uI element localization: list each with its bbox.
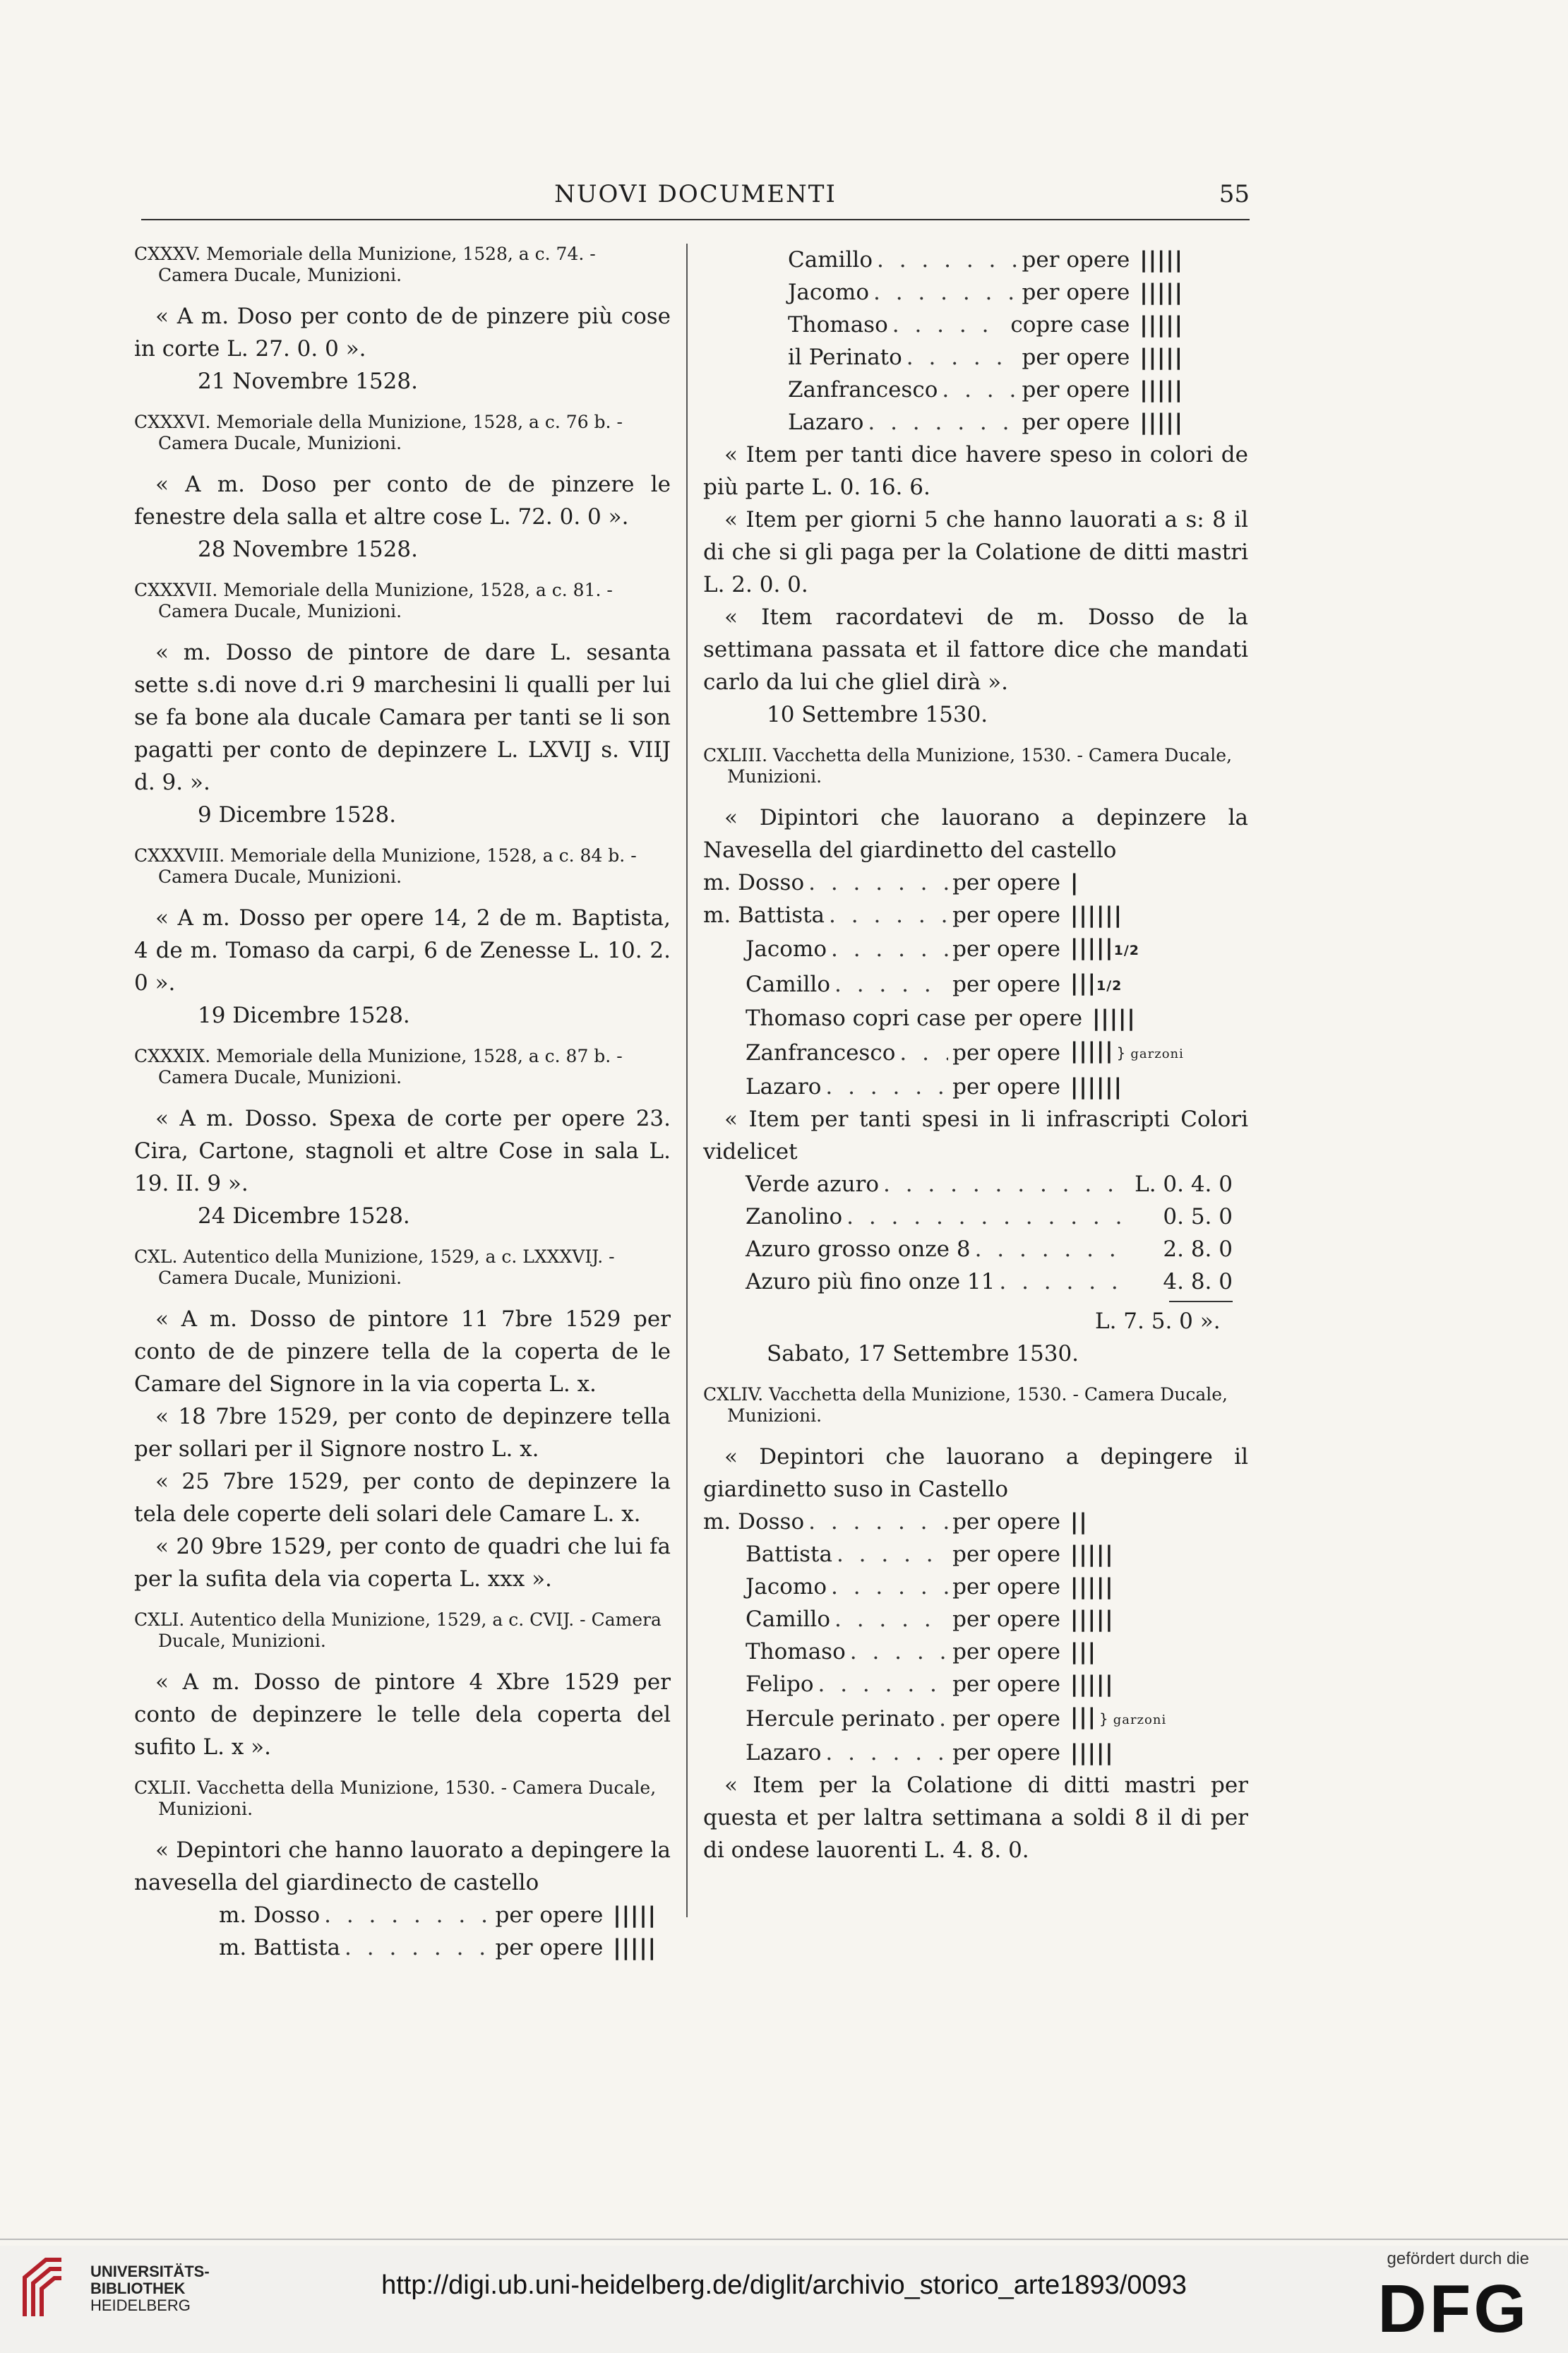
worker-action: per opere <box>952 1574 1060 1600</box>
worker-row <box>703 899 1162 931</box>
entry-date: Sabato, 17 Settembre 1530. <box>767 1341 1079 1366</box>
entry-text: « Item per tanti spesi in li infrascripti Colori videlicet <box>703 1107 1248 1164</box>
colori-list <box>703 1168 1248 1338</box>
dot-leader <box>829 899 948 931</box>
tally-marks: |||||1/2 <box>1070 935 1140 960</box>
dot-leader <box>324 1899 491 1931</box>
fraction-half: 1/2 <box>1096 978 1123 994</box>
dot-leader <box>846 1201 1130 1233</box>
dot-leader <box>899 1037 948 1069</box>
tally-marks: |||1/2 <box>1070 970 1123 996</box>
worker-action: per opere <box>1022 345 1130 370</box>
tally-marks: ||||| <box>613 1902 657 1928</box>
entry-text: « Item racordatevi de m. Dosso de la settimana passata et il fattore dice che mandati carlo da lui che gliel dirà ». <box>703 604 1248 695</box>
worker-action: per opere <box>1022 247 1130 273</box>
worker-name: Felipo <box>746 1672 814 1697</box>
entry-text: « Item per giorni 5 che hanno lauorati a s: 8 il di che si gli paga per la Colatione de ditti mastri L. 2. 0. 0. <box>703 507 1248 597</box>
entry-text: « A m. Dosso de pintore 11 7bre 1529 per conto de de pinzere tella de la coperta de le Camare del Signore in la via coperta L. x. <box>134 1306 671 1397</box>
total-rule <box>1169 1301 1233 1302</box>
tally-marks: ||||| <box>613 1935 657 1960</box>
dot-leader <box>808 1506 948 1538</box>
dot-leader <box>818 1668 949 1700</box>
entry-text: « 18 7bre 1529, per conto de depinzere tella per sollari per il Signore nostro L. x. <box>134 1404 671 1462</box>
dfg-logo: DFG <box>1377 2271 1529 2347</box>
column-divider <box>686 244 688 1917</box>
tally-marks: |||||| <box>1070 903 1123 928</box>
worker-name: il Perinato <box>788 345 902 370</box>
garzoni-note: garzoni <box>1130 1047 1184 1061</box>
entry-heading: CXL. Autentico della Munizione, 1529, a c. LXXXVIJ. - Camera Ducale, Munizioni. <box>134 1246 615 1288</box>
tally-marks: | <box>1070 870 1079 895</box>
entry-text: « Dipintori che lauorano a depinzere la Navesella del giardinetto del castello <box>703 805 1248 863</box>
worker-name: Lazaro <box>746 1074 822 1100</box>
library-name-line: BIBLIOTHEK <box>90 2280 186 2297</box>
worker-action: per opere <box>495 1902 604 1928</box>
entry-heading: CXXXV. Memoriale della Munizione, 1528, a c. 74. - Camera Ducale, Munizioni. <box>134 244 596 285</box>
tally-marks: ||||| <box>1070 1607 1114 1632</box>
entry-date: 28 Novembre 1528. <box>198 537 418 562</box>
worker-row <box>703 866 1162 899</box>
worker-action: per opere <box>952 1740 1060 1765</box>
tally-marks: ||||| <box>1139 247 1183 273</box>
worker-action: per opere <box>952 1509 1060 1535</box>
worker-list <box>703 1506 1167 1769</box>
tally-marks: || <box>1070 1509 1088 1535</box>
dfg-caption: gefördert durch die <box>1387 2249 1529 2268</box>
tally-marks: ||| <box>1070 1639 1096 1664</box>
worker-row <box>788 406 1183 439</box>
page-number: 55 <box>1219 180 1250 208</box>
colori-name: Zanolino <box>746 1204 843 1229</box>
entry-text: « A m. Doso per conto de de pinzere le fenestre dela salla et altre cose L. 72. 0. 0 ». <box>134 472 671 530</box>
worker-action: per opere <box>974 1006 1083 1031</box>
worker-row <box>788 309 1183 341</box>
worker-row <box>788 374 1183 406</box>
worker-name: Jacomo <box>788 280 869 305</box>
worker-name: m. Dosso <box>219 1902 321 1928</box>
worker-row <box>703 967 1162 1002</box>
colori-name: Azuro grosso onze 8 <box>746 1237 971 1262</box>
entry-text: « A m. Dosso. Spexa de corte per opere 23. Cira, Cartone, stagnoli et altre Cose in sala L. 19. II. 9 ». <box>134 1106 671 1196</box>
entry-heading: CXXXVI. Memoriale della Munizione, 1528, a c. 76 b. - Camera Ducale, Munizioni. <box>134 412 623 453</box>
worker-name: Camillo <box>788 247 873 273</box>
worker-action: per opere <box>952 1542 1060 1567</box>
entry-heading: CXXXVII. Memoriale della Munizione, 1528, a c. 81. - Camera Ducale, Munizioni. <box>134 580 613 621</box>
dot-leader <box>868 406 1017 439</box>
worker-row <box>788 244 1183 276</box>
worker-name: Thomaso <box>746 1639 846 1664</box>
worker-list <box>703 866 1184 1103</box>
dot-leader <box>825 1071 948 1103</box>
worker-name: Camillo <box>746 1607 831 1632</box>
source-url-link[interactable]: http://digi.ub.uni-heidelberg.de/diglit/archivio_storico_arte1893/0093 <box>381 2270 1187 2300</box>
tally-marks: ||||| <box>1070 1672 1114 1697</box>
worker-action: per opere <box>952 1672 1060 1697</box>
colori-amount: 0. 5. 0 <box>1163 1204 1233 1229</box>
garzoni-note: garzoni <box>1113 1712 1167 1727</box>
worker-row <box>703 1700 1167 1737</box>
worker-action: per opere <box>1022 280 1130 305</box>
tally-marks: ||| } garzoni <box>1070 1704 1167 1729</box>
worker-name: Jacomo <box>746 936 827 962</box>
worker-list <box>788 244 1183 439</box>
dot-leader <box>834 968 948 1001</box>
worker-action: per opere <box>952 936 1060 962</box>
worker-name: Thomaso copri case <box>746 1006 966 1031</box>
worker-name: Camillo <box>746 972 831 997</box>
worker-list <box>219 1899 657 1964</box>
worker-row <box>703 1668 1162 1700</box>
dot-leader <box>831 933 948 965</box>
colori-name: Azuro più fino onze 11 <box>746 1269 995 1294</box>
entry-text: « A m. Dosso de pintore 4 Xbre 1529 per conto de depinzere le telle dela coperta del sufito L. x ». <box>134 1669 671 1760</box>
worker-row <box>219 1931 657 1964</box>
dot-leader <box>345 1931 491 1964</box>
entry-text: « Depintori che hanno lauorato a depingere la navesella del giardinecto de castello <box>134 1837 671 1895</box>
entry-heading: CXLIV. Vacchetta della Munizione, 1530. - Camera Ducale, Munizioni. <box>703 1384 1228 1426</box>
worker-row <box>703 931 1162 967</box>
worker-action: per opere <box>952 1040 1060 1066</box>
worker-name: Thomaso <box>788 312 888 338</box>
colori-amount: L. 0. 4. 0 <box>1135 1172 1233 1197</box>
colori-amount: 4. 8. 0 <box>1163 1269 1233 1294</box>
worker-row <box>703 1538 1162 1571</box>
worker-row <box>219 1899 657 1931</box>
tally-marks: ||||| <box>1139 345 1183 370</box>
entry-heading: CXLI. Autentico della Munizione, 1529, a c. CVIJ. - Camera Ducale, Munizioni. <box>134 1609 662 1651</box>
dot-leader <box>808 866 948 899</box>
colori-row <box>746 1265 1233 1298</box>
worker-action: per opere <box>495 1935 604 1960</box>
dot-leader <box>837 1538 948 1571</box>
worker-action: copre case <box>1010 312 1130 338</box>
colori-amount: 2. 8. 0 <box>1163 1237 1233 1262</box>
worker-action: per opere <box>952 972 1060 997</box>
dot-leader <box>877 244 1017 276</box>
footer-rule <box>0 2239 1568 2240</box>
colori-row <box>746 1168 1233 1201</box>
tally-marks: ||||| <box>1139 377 1183 403</box>
colori-total: L. 7. 5. 0 ». <box>1095 1309 1221 1334</box>
worker-row <box>788 341 1183 374</box>
worker-action: per opere <box>952 903 1060 928</box>
worker-name: m. Dosso <box>703 1509 805 1535</box>
colori-row <box>746 1233 1233 1265</box>
dot-leader <box>883 1168 1130 1201</box>
dot-leader <box>834 1603 948 1636</box>
worker-row <box>703 1571 1162 1603</box>
worker-name: Jacomo <box>746 1574 827 1600</box>
tally-marks: ||||| <box>1139 312 1183 338</box>
tally-marks: ||||| <box>1139 280 1183 305</box>
library-name-line: HEIDELBERG <box>90 2297 191 2314</box>
entry-date: 9 Dicembre 1528. <box>198 802 397 828</box>
tally-marks: ||||| <box>1139 410 1183 435</box>
worker-row <box>703 1002 1162 1035</box>
dot-leader <box>999 1265 1130 1298</box>
worker-name: Zanfrancesco <box>788 377 938 403</box>
worker-row <box>703 1506 1162 1538</box>
entry-text: « 25 7bre 1529, per conto de depinzere la tela dele coperte deli solari dele Camare L. x. <box>134 1469 671 1527</box>
worker-row <box>703 1035 1184 1071</box>
dot-leader <box>975 1233 1130 1265</box>
right-column <box>703 244 1248 1866</box>
worker-action: per opere <box>952 1705 1060 1732</box>
entry-heading: CXLII. Vacchetta della Munizione, 1530. - Camera Ducale, Munizioni. <box>134 1777 657 1819</box>
entry-date: 24 Dicembre 1528. <box>198 1203 410 1229</box>
library-name-line: UNIVERSITÄTS- <box>90 2263 210 2280</box>
worker-action: per opere <box>952 870 1060 895</box>
page-header <box>141 180 1250 215</box>
tally-marks: ||||| <box>1092 1006 1136 1031</box>
tally-marks: ||||| <box>1070 1740 1114 1765</box>
brace-icon: } <box>1116 1044 1127 1061</box>
tally-marks: ||||| <box>1070 1574 1114 1600</box>
entry-heading: CXXXVIII. Memoriale della Munizione, 1528, a c. 84 b. - Camera Ducale, Munizioni. <box>134 845 637 887</box>
worker-name: Hercule perinato <box>746 1705 935 1732</box>
dot-leader <box>831 1571 948 1603</box>
dot-leader <box>873 276 1017 309</box>
worker-action: per opere <box>952 1639 1060 1664</box>
dot-leader <box>825 1737 948 1769</box>
worker-name: Lazaro <box>788 410 864 435</box>
worker-name: Battista <box>746 1542 832 1567</box>
entry-date: 21 Novembre 1528. <box>198 369 418 394</box>
tally-marks: ||||| } garzoni <box>1070 1038 1184 1064</box>
left-column <box>134 244 671 1964</box>
entry-text: « A m. Doso per conto de de pinzere più cose in corte L. 27. 0. 0 ». <box>134 304 671 362</box>
entry-heading: CXXXIX. Memoriale della Munizione, 1528, a c. 87 b. - Camera Ducale, Munizioni. <box>134 1046 623 1088</box>
dot-leader <box>939 1703 948 1735</box>
worker-name: Lazaro <box>746 1740 822 1765</box>
dot-leader <box>906 341 1018 374</box>
fraction-half: 1/2 <box>1113 943 1140 958</box>
tally-marks: |||||| <box>1070 1074 1123 1100</box>
worker-row <box>703 1071 1162 1103</box>
worker-name: m. Battista <box>219 1935 341 1960</box>
worker-row <box>703 1636 1162 1668</box>
entry-text: « Depintori che lauorano a depingere il giardinetto suso in Castello <box>703 1444 1248 1502</box>
colori-name: Verde azuro <box>746 1172 880 1197</box>
worker-name: m. Battista <box>703 903 825 928</box>
entry-text: « Item per tanti dice havere speso in colori de più parte L. 0. 16. 6. <box>703 442 1248 500</box>
tally-marks: ||||| <box>1070 1542 1114 1567</box>
brace-icon: } <box>1099 1710 1109 1727</box>
worker-row <box>788 276 1183 309</box>
header-rule <box>141 219 1250 220</box>
entry-date: 10 Settembre 1530. <box>767 702 988 727</box>
worker-action: per opere <box>952 1074 1060 1100</box>
dot-leader <box>850 1636 948 1668</box>
entry-text: « Item per la Colatione di ditti mastri per questa et per laltra settimana a soldi 8 il di per di ondese lauorenti L. 4. 8. 0. <box>703 1773 1248 1863</box>
dot-leader <box>892 309 1007 341</box>
entry-text: « m. Dosso de pintore de dare L. sesanta sette s.di nove d.ri 9 marchesini li qualli per lui se fa bone ala ducale Camara per tanti se li son pagatti per conto de depinzere L. LXVIJ s. VIIJ d. 9. ». <box>134 640 671 795</box>
worker-row <box>703 1737 1162 1769</box>
running-title: NUOVI DOCUMENTI <box>554 180 837 208</box>
worker-row <box>703 1603 1162 1636</box>
entry-heading: CXLIII. Vacchetta della Munizione, 1530. - Camera Ducale, Munizioni. <box>703 745 1233 787</box>
colori-row <box>746 1201 1233 1233</box>
entry-text: « 20 9bre 1529, per conto de quadri che lui fa per la sufita dela via coperta L. xxx ». <box>134 1534 671 1592</box>
entry-text: « A m. Dosso per opere 14, 2 de m. Baptista, 4 de m. Tomaso da carpi, 6 de Zenesse L. 10. 2. 0 ». <box>134 905 671 996</box>
worker-action: per opere <box>952 1607 1060 1632</box>
dot-leader <box>942 374 1017 406</box>
worker-action: per opere <box>1022 377 1130 403</box>
worker-action: per opere <box>1022 410 1130 435</box>
worker-name: m. Dosso <box>703 870 805 895</box>
worker-name: Zanfrancesco <box>746 1040 896 1066</box>
entry-date: 19 Dicembre 1528. <box>198 1003 410 1028</box>
